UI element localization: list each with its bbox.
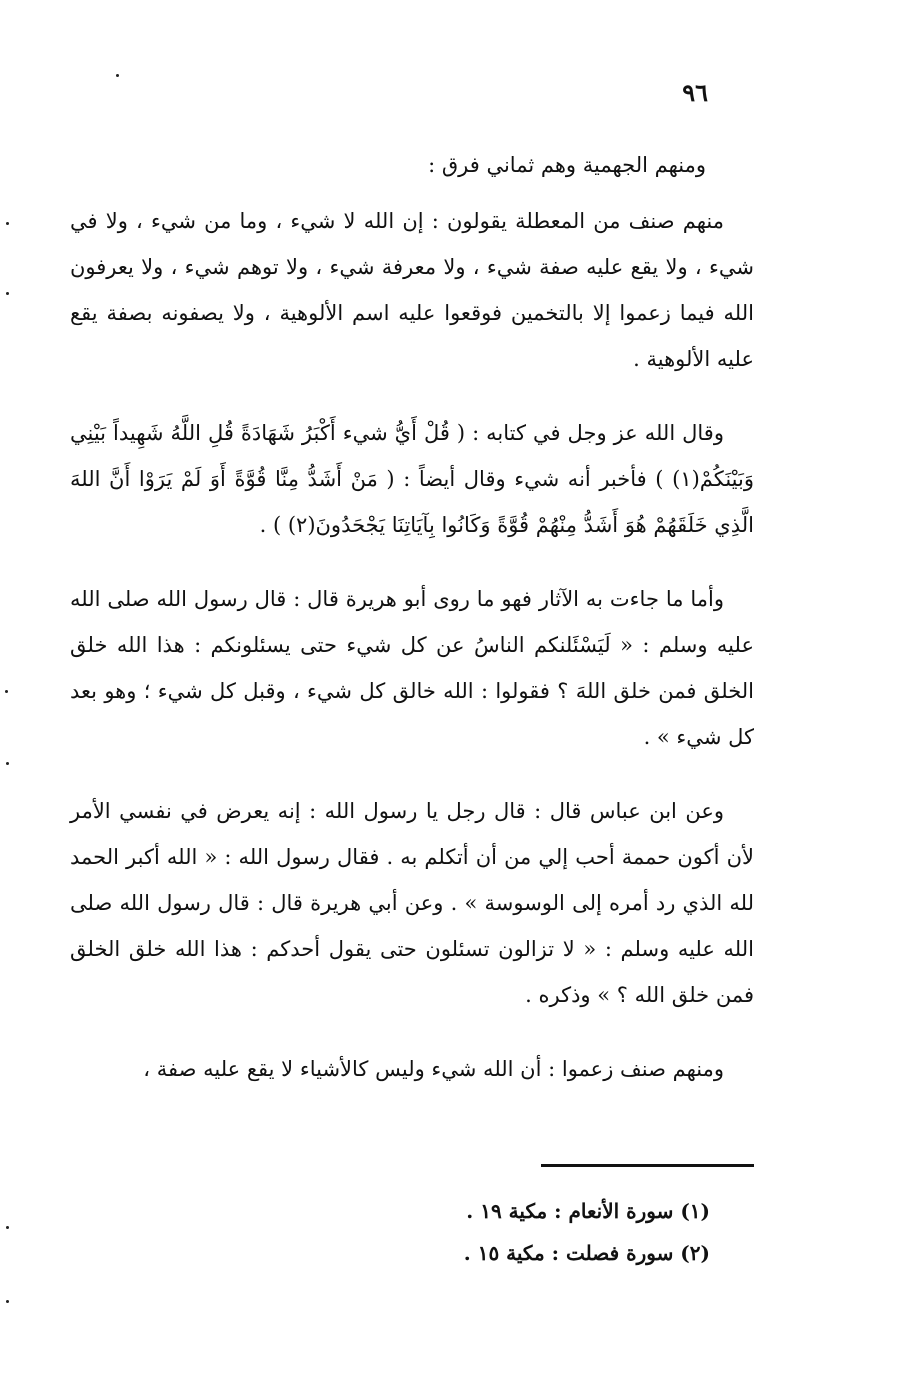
footnote-2: (٢) سورة فصلت : مكية ١٥ . xyxy=(463,1241,710,1265)
scan-speck xyxy=(6,1300,9,1303)
footnote-1: (١) سورة الأنعام : مكية ١٩ . xyxy=(466,1199,710,1223)
paragraph-second-group: ومنهم صنف زعموا : أن الله شيء وليس كالأشياء لا يقع عليه صفة ، xyxy=(143,1057,724,1081)
paragraph-ibn-abbas-hadith: وعن ابن عباس قال : قال رجل يا رسول الله : إنه يعرض في نفسي الأمر لأن أكون حممة أحب إلي من أن أتكلم به . فقال رسول الله : « الله أكبر الحمد لله الذي رد أمره إلى الوسوسة » . وعن أبي هريرة قال : قال رسول الله صلى الله عليه وسلم : « لا تزالون تسئلون حتى يقول أحدكم : هذا الله خلق الخلق فمن خلق الله ؟ » وذكره . xyxy=(70,799,754,1007)
scan-speck xyxy=(6,1226,9,1229)
body-text xyxy=(70,142,754,1092)
paragraph-quran-verses: وقال الله عز وجل في كتابه : ( قُلْ أَيُّ شيء أَكْبَرُ شَهَادَةً قُلِ اللَّهُ شَهِيداً بَيْنِي وَبَيْنَكُمْ(١) ) فأخبر أنه شيء وقال أيضاً : ( مَنْ أَشَدُّ مِنَّا قُوَّةً أَوَ لَمْ يَرَوْا أَنَّ اللهَ الَّذِي خَلَقَهُمْ هُوَ أَشَدُّ مِنْهُمْ قُوَّةً وَكَانُوا بِآيَاتِنَا يَجْحَدُونَ(٢) ) . xyxy=(70,421,754,537)
footnote-divider xyxy=(541,1164,754,1167)
paragraph-abu-hurayra-hadith: وأما ما جاءت به الآثار فهو ما روى أبو هريرة قال : قال رسول الله صلى الله عليه وسلم : « لَيَسْئَلنكم الناسُ عن كل شيء حتى يسئلونكم : هذا الله خلق الخلق فمن خلق اللهَ ؟ فقولوا : الله خالق كل شيء ، وقبل كل شيء ؛ وهو بعد كل شيء » . xyxy=(70,587,754,749)
scan-speck xyxy=(116,74,119,77)
scan-speck xyxy=(6,292,9,295)
footnotes xyxy=(350,1190,710,1274)
page-number: ٩٦ xyxy=(682,78,708,107)
scan-speck xyxy=(6,762,9,765)
paragraph-muattila: منهم صنف من المعطلة يقولون : إن الله لا شيء ، وما من شيء ، ولا في شيء ، ولا يقع عليه صفة شيء ، ولا معرفة شيء ، ولا توهم شيء ، ولا يعرفون الله فيما زعموا إلا بالتخمين فوقعوا عليه اسم الألوهية ، ولا يصفونه بصفة يقع عليه الألوهية . xyxy=(70,209,754,371)
paragraph-intro: ومنهم الجهمية وهم ثماني فرق : xyxy=(428,153,706,177)
scan-speck xyxy=(5,690,8,693)
scan-speck xyxy=(6,222,9,225)
